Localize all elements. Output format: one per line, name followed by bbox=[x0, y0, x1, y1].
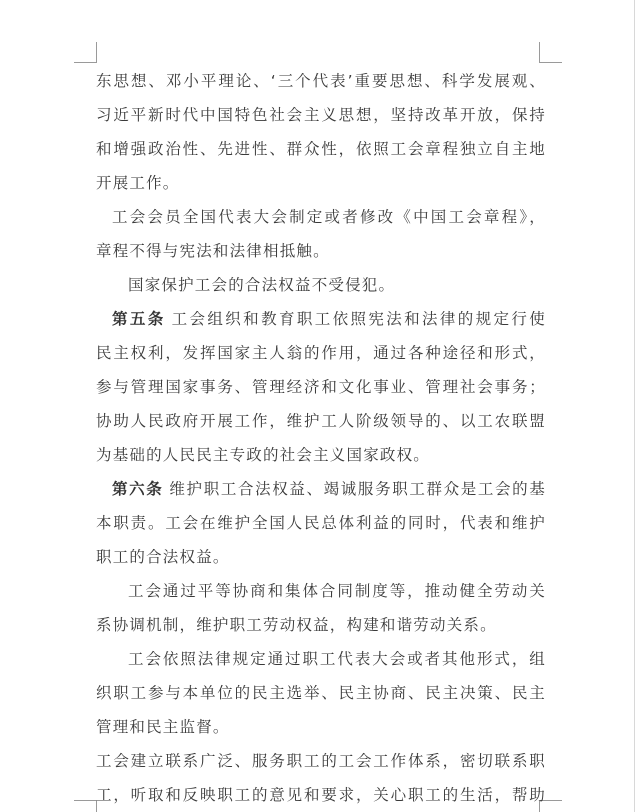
text-line: 章程不得与宪法和法律相抵触。 bbox=[96, 242, 330, 260]
text-line: 工会依照法律规定通过职工代表大会或者其他形式，组 bbox=[128, 650, 546, 668]
text-line: 民主权利，发挥国家主人翁的作用，通过各种途径和形式， bbox=[96, 344, 546, 362]
text-line: 习近平新时代中国特色社会主义思想，坚持改革开放，保持 bbox=[96, 106, 546, 124]
article-5-heading: 第五条 bbox=[112, 309, 166, 328]
article-6-heading: 第六条 bbox=[112, 479, 164, 498]
text-line: 工会会员全国代表大会制定或者修改《中国工会章程》， bbox=[112, 208, 546, 226]
text-line: 工会通过平等协商和集体合同制度等，推动健全劳动关 bbox=[128, 582, 546, 600]
text-line: 国家保护工会的合法权益不受侵犯。 bbox=[128, 276, 396, 294]
text-line: 织职工参与本单位的民主选举、民主协商、民主决策、民主 bbox=[96, 684, 546, 702]
text-line: 本职责。工会在维护全国人民总体利益的同时，代表和维护 bbox=[96, 514, 546, 532]
document-body bbox=[96, 64, 546, 812]
text-line: 工会建立联系广泛、服务职工的工会工作体系，密切联系职 bbox=[96, 752, 546, 770]
crop-mark-bottom-left bbox=[74, 800, 97, 812]
article-6-text: 维护职工合法权益、竭诚服务职工群众是工会的基 bbox=[169, 480, 546, 498]
text-line: 和增强政治性、先进性、群众性，依照工会章程独立自主地 bbox=[96, 140, 546, 158]
text-line: 东思想、邓小平理论、‘三个代表’重要思想、科学发展观、 bbox=[96, 72, 546, 90]
text-line: 开展工作。 bbox=[96, 174, 180, 192]
article-5-text: 工会组织和教育职工依照宪法和法律的规定行使 bbox=[171, 310, 546, 328]
text-line: 协助人民政府开展工作，维护工人阶级领导的、以工农联盟 bbox=[96, 412, 546, 430]
text-line: 管理和民主监督。 bbox=[96, 718, 230, 736]
text-line: 职工的合法权益。 bbox=[96, 548, 230, 566]
article-line bbox=[96, 472, 546, 506]
text-line: 为基础的人民民主专政的社会主义国家政权。 bbox=[96, 446, 431, 464]
text-line: 系协调机制，维护职工劳动权益，构建和谐劳动关系。 bbox=[96, 616, 497, 634]
article-line bbox=[96, 302, 546, 336]
text-line: 参与管理国家事务、管理经济和文化事业、管理社会事务； bbox=[96, 378, 546, 396]
text-line: 工，听取和反映职工的意见和要求，关心职工的生活，帮助 bbox=[96, 786, 546, 804]
crop-mark-top-right bbox=[539, 42, 562, 63]
crop-mark-top-left bbox=[74, 42, 97, 63]
